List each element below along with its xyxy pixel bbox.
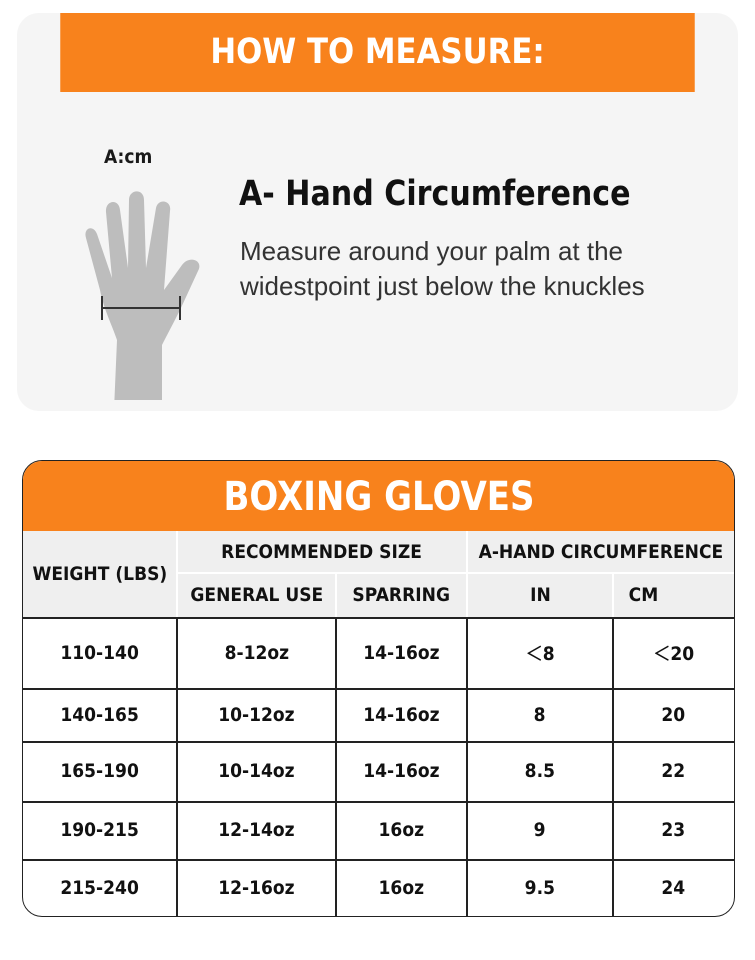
description-line-1: Measure around your palm at the [240, 236, 623, 266]
cell-weight-4: 190-215 [60, 819, 140, 841]
header-cm-pad [673, 573, 734, 617]
cell-in-1: ＜8 [525, 643, 555, 665]
cell-cm-2: 20 [661, 703, 686, 726]
header-general-use: GENERAL USE [177, 573, 336, 617]
cell-cm-5: 24 [661, 876, 686, 899]
cell-general-4: 12-14oz [218, 819, 295, 841]
cell-sparring-4: 16oz [378, 819, 425, 841]
cell-weight-3: 165-190 [60, 760, 140, 782]
cell-general-2: 10-12oz [218, 703, 295, 726]
header-hand-circumference: A-HAND CIRCUMFERENCE [467, 531, 734, 573]
diagram-label: A:cm [104, 146, 153, 168]
header-cm: CM [613, 573, 673, 617]
cell-in-3: 8.5 [524, 760, 556, 782]
header-recommended-size: RECOMMENDED SIZE [177, 531, 467, 573]
how-to-measure-title: HOW TO MEASURE: [60, 13, 694, 92]
cell-weight-1: 110-140 [60, 641, 140, 664]
size-grid [23, 531, 734, 916]
cell-weight-5: 215-240 [60, 876, 140, 899]
cell-cm-1: ＜20 [653, 643, 694, 665]
cell-sparring-3: 14-16oz [363, 760, 440, 782]
cell-general-3: 10-14oz [218, 760, 295, 782]
cell-sparring-5: 16oz [378, 876, 425, 899]
hand-diagram-icon [62, 140, 222, 400]
cell-in-5: 9.5 [524, 876, 556, 899]
header-sparring: SPARRING [336, 573, 467, 617]
hand-circumference-heading: A- Hand Circumference [239, 174, 631, 214]
cell-in-2: 8 [534, 703, 546, 726]
header-in: IN [467, 573, 613, 617]
table-title-text: BOXING GLOVES [222, 474, 535, 520]
cell-cm-3: 22 [661, 760, 686, 782]
cell-weight-2: 140-165 [60, 703, 140, 726]
cell-sparring-1: 14-16oz [363, 641, 440, 664]
table-title [23, 461, 734, 531]
header-weight: WEIGHT (LBS) [23, 531, 177, 617]
cell-sparring-2: 14-16oz [363, 703, 440, 726]
cell-in-4: 9 [534, 819, 546, 841]
measure-description [240, 234, 710, 304]
description-line-2: widestpoint just below the knuckles [240, 271, 645, 301]
cell-general-1: 8-12oz [224, 641, 289, 664]
size-chart-table [22, 460, 735, 917]
cell-general-5: 12-16oz [218, 876, 295, 899]
cell-cm-4: 23 [661, 819, 686, 841]
